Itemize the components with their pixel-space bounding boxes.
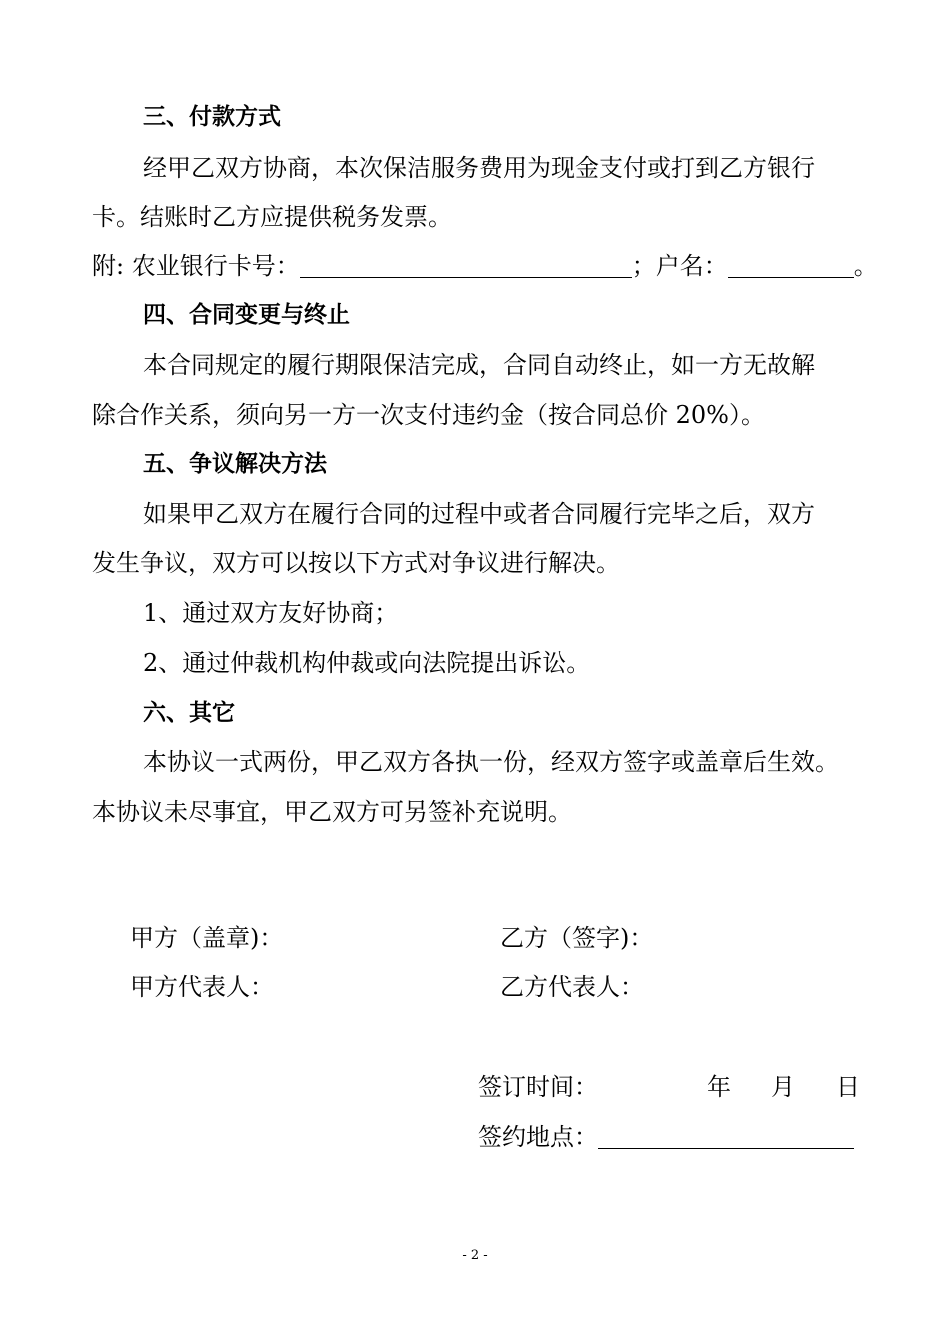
party-b-sign-label: 乙方（签字)： bbox=[500, 924, 654, 952]
section6-heading: 六、其它 bbox=[143, 700, 235, 726]
section6-paragraph-line1: 本协议一式两份，甲乙双方各执一份，经双方签字或盖章后生效。 bbox=[143, 748, 839, 776]
account-name-label: ；户名： bbox=[631, 252, 728, 280]
party-a-representative-label: 甲方代表人： bbox=[130, 973, 274, 1001]
section5-item-2: 2、通过仲裁机构仲裁或向法院提出诉讼。 bbox=[143, 649, 591, 677]
section5-item-1: 1、通过双方友好协商； bbox=[143, 599, 399, 627]
bank-card-blank[interactable] bbox=[300, 253, 632, 278]
section4-paragraph-line2: 除合作关系，须向另一方一次支付违约金（按合同总价 20%）。 bbox=[92, 401, 765, 429]
party-a-seal-label: 甲方（盖章)： bbox=[130, 924, 284, 952]
bank-line-end: 。 bbox=[853, 252, 878, 280]
page-number: - 2 - bbox=[462, 1248, 488, 1263]
section3-heading: 三、付款方式 bbox=[143, 104, 281, 130]
section4-heading: 四、合同变更与终止 bbox=[143, 302, 350, 328]
signing-date-label: 签订时间： bbox=[478, 1073, 598, 1101]
section4-paragraph-line1: 本合同规定的履行期限保洁完成，合同自动终止，如一方无故解 bbox=[143, 351, 815, 379]
section3-paragraph-line2: 卡。结账时乙方应提供税务发票。 bbox=[92, 203, 452, 231]
section5-paragraph-line2: 发生争议，双方可以按以下方式对争议进行解决。 bbox=[92, 549, 620, 577]
signing-place-line bbox=[478, 1121, 854, 1153]
bank-info-line bbox=[92, 250, 878, 282]
party-b-representative-label: 乙方代表人： bbox=[500, 973, 644, 1001]
signing-month-label: 月 bbox=[771, 1073, 795, 1101]
section6-paragraph-line2: 本协议未尽事宜，甲乙双方可另签补充说明。 bbox=[92, 798, 572, 826]
bank-card-label: 附: 农业银行卡号： bbox=[92, 252, 300, 280]
section5-paragraph-line1: 如果甲乙双方在履行合同的过程中或者合同履行完毕之后，双方 bbox=[143, 500, 815, 528]
signing-place-label: 签约地点： bbox=[478, 1123, 598, 1151]
signing-day-label: 日 bbox=[836, 1073, 860, 1101]
section3-paragraph-line1: 经甲乙双方协商，本次保洁服务费用为现金支付或打到乙方银行 bbox=[143, 154, 815, 182]
section5-heading: 五、争议解决方法 bbox=[143, 451, 327, 477]
account-name-blank[interactable] bbox=[728, 253, 854, 278]
signing-year-label: 年 bbox=[707, 1073, 731, 1101]
signing-place-blank[interactable] bbox=[598, 1124, 854, 1149]
